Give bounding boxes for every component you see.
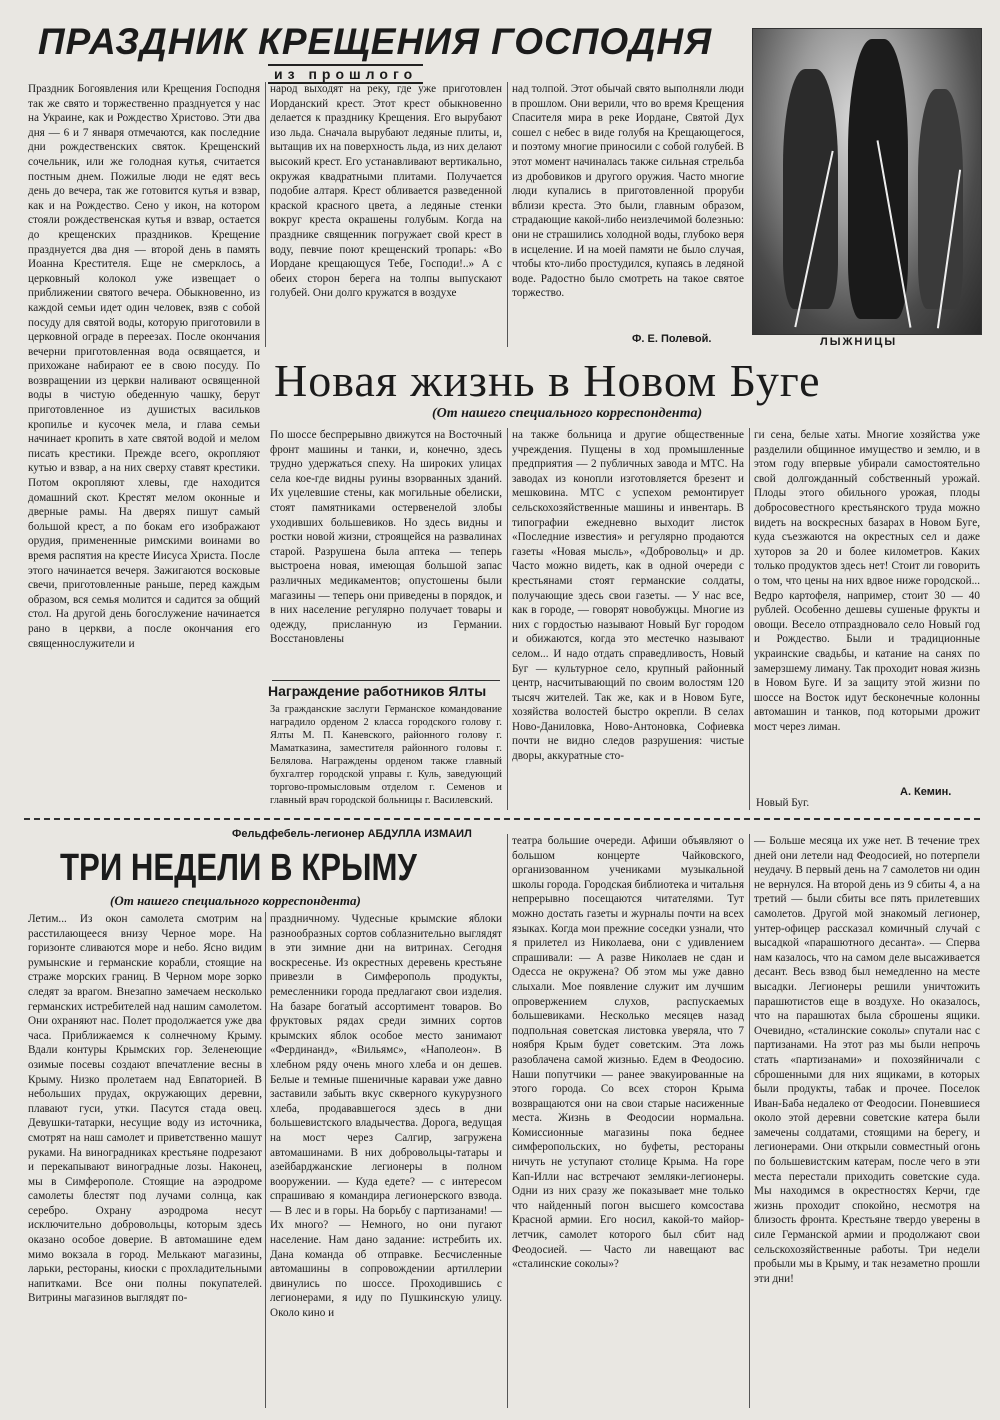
novy-bug-subtitle: (От нашего специального корреспондента) <box>432 406 703 421</box>
novy-bug-dateline: Новый Буг. <box>756 797 810 809</box>
crimea-col-1: Летим... Из окон самолета смотрим на расстилающееся внизу Черное море. На горизонте сливаются море и небо. Ясно видим румынские и германские корабли, стоящие на страже морских границ. В Черном море зорко следят за врагом. Внезапно замечаем несколько германских истребителей над нашим самолетом. Они охраняют нас. Полет продолжается уже два часа. Приближаемся к солнечному Крыму. Вдали контуры Крымских гор. Зеленеющие озимые посевы создают впечатление весны в Крыму. Низко пролетаем над Евпаторией. В небольших прудах, окружающих деревни, плавают гуси, утки. Пасутся стада овец. Девушки-татарки, несущие воду из источника, смотрят на наш самолет и приветственно машут руками. На виноградниках крестьяне подрезают и перекапывают виноградные лозы. Наконец, мы в Симферополе. Стоящие на аэродроме самолеты блестят под лучами солнца, как серебро. Охрану аэродрома несут исключительно добровольцы, которым здесь оказано особое доверие. В автомашине едем мимо вокзала в город. Мелькают магазины, ларьки, рестораны, киоски с прохладительными напитками. Все они полны покупателей. Витрины магазинов выглядят по- <box>28 913 262 1305</box>
column-divider <box>507 82 508 347</box>
crimea-col-3: театра большие очереди. Афиши объявляют о большом концерте Чайковского, организованном учениками музыкальной школы города. Городская библиотека и читальня непрерывно посещаются читателями. Тут можно достать газеты и журналы почти на всех языках. Когда мои прежние соседки узнали, что я прилетел из Николаева, они с удивлением спрашивали: — А разве Николаев не сдан и Одесса не окружена? Об этом мы уже давно слыхали. Мое появление служит им лучшим опровержением слухов, распускаемых большевиками. Несколько месяцев назад подпольная советская листовка уверяла, что 7 ноября Крым будет советским. Эта ложь разоблачена самой жизнью. Едем в Феодосию. Наши попутчики — ранее эвакуированные на этого города. Со всех сторон Крыма возвращаются они на свои старые насиженные места. Жизнь в Феодосии нормальна. Комиссионные магазины пока беднее симферопольских, но буфеты, рестораны ничуть не уступают столице Крыма. На горе Кап-Илли нас встречают земляки-легионеры. Одни из них сразу же показывает мне только что найденный погон высшего комсостава Красной армии. Его носил, какой-то майор-летчик, самолет которого был сбит над Феодосией. — Часто ли навещают вас «сталинские соколы»? <box>512 835 744 1271</box>
novy-bug-author: А. Кемин. <box>900 786 952 798</box>
photo-caption: ЛЫЖНИЦЫ <box>820 336 898 348</box>
novy-bug-col-1: По шоссе беспрерывно движутся на Восточный фронт машины и танки, и, конечно, здесь трудно удержаться спеху. На широких улицах села кое-где видны руины взорванных зданий. Их уцелевшие стены, как могильные обелиски, стоят памятниками остервенелой злобы уходивших большевиков. Но здесь видны и ростки новой жизни, строящейся на развалинах старой. Разрушена была аптека — теперь выстроена новая, имеющая большой запас различных медикаментов; опустошены были магазины — теперь они приведены в порядок, и в них население регулярно получает товары и одежду, присланную из Германии. Восстановлены <box>270 429 502 646</box>
column-divider <box>265 82 266 347</box>
column-divider <box>507 428 508 810</box>
column-divider <box>265 912 266 1408</box>
epiphany-col-2: народ выходят на реку, где уже приготовлен Иорданский крест. Этот крест обыкновенно делается к празднику Крещения. Его вырубают изо льда. Сначала вырубают ледяные плиты, и, вытащив их на поверхность льда, из них делают высокий крест. Его устанавливают вертикально, окружая квадратными плитами. Получается подобие алтаря. Крест обливается разведенной краской красного цвета, а ледяные стенки вокруг креста окрашены голубым. Когда на празднике священник погружает свой крест в воду, певчие поют крещенский тропарь: «Во Иордане крещающуся Тебе, Господи!..» А с обеих сторон берега на толпы выпускают голубей. Они долго кружатся в воздухе <box>270 83 502 300</box>
crimea-subtitle: (От нашего специального корреспондента) <box>110 893 361 908</box>
column-divider <box>507 834 508 1408</box>
article-title-novy-bug: Новая жизнь в Новом Буге <box>274 355 821 406</box>
section-divider <box>24 818 980 820</box>
epiphany-col-3: над толпой. Этот обычай свято выполняли люди в прошлом. Они верили, что во время Крещения Спасителя мира в реке Иордане, Святой Дух сошел с небес в виде голубя на Крещающегося, и поэтому многие приносили с собой голубей. В этот момент начиналась также сильная стрельба из дробовиков и другого оружия. Часто многие люди купались в приготовленной проруби вблизи креста. Это были, главным образом, страдающие какой-либо неизлечимой болезнью: они не страшились холодной воды, глубоко веря в исцеление. И на моей памяти не было случая, чтобы кто-либо простудился, купаясь в ледяной воде. Радостно было смотреть на такое святое торжество. <box>512 83 744 300</box>
award-rule <box>272 680 500 681</box>
epiphany-author: Ф. Е. Полевой. <box>632 333 712 345</box>
article-title-epiphany: ПРАЗДНИК КРЕЩЕНИЯ ГОСПОДНЯ <box>38 21 713 62</box>
crimea-col-2: праздничному. Чудесные крымские яблоки разнообразных сортов соблазнительно выглядят в эти зимние дни на витринах. Сегодня воскресенье. Из окрестных деревень крестьяне привезли в Симферополь продукты, ремесленники города предлагают свои изделия. На базаре богатый ассортимент товаров. Во фруктовых рядах среди зимних сортов крымских яблок особое место занимают «Фердинанд», «Вильямс», «Наполеон». В хлебном ряду очень много хлеба и он дешев. Белые и темные пшеничные караваи уже давно заставили забыть вкус скверного кукурузного хлеба, продававшегося здесь в дни большевистского владычества. Дорога, ведущая на мост через Салгир, загружена автомашинами. В них добровольцы-татары и азейбарджанские легионеры в полном вооружении. — Куда едете? — с интересом спрашиваю я командира легионерского взвода. — В лес и в горы. На борьбу с партизанами! — Их много? — Немного, но они пугают население. Нам дано задание: истребить их. Дана команда об отправке. Бесчисленные автомашины в сопровождении артиллерии двинулись по шоссе. Проходившись с легионерами, я иду по Пушкинскую улицу. Около кино и <box>270 913 502 1320</box>
article-kicker: из прошлого <box>268 64 423 84</box>
novy-bug-col-2: на также больница и другие общественные учреждения. Пущены в ход промышленные предприятия — 2 публичных завода и МТС. На заводах из конопли изготовляется брезент и мешковина. МТС с успехом ремонтирует сельскохозяйственные машины и инвентарь. В типографии ежедневно выходит листок «Последние известия» и регулярно продаются газеты «Новая мысль», «Добровольц» и др. Часто можно видеть, как в одной очереди с крестьянами стоят германские солдаты, получающие здесь свои газеты. — У нас все, как в городе, — говорят новобужцы. Многие из них с гордостью называют Новый Буг городом и обижаются, когда это местечко называют селом... И надо отдать справедливость, Новый Буг — культурное село, крупный районный центр, насчитывающий по своим волостям 120 тысяч жителей. Так же, как и в Новом Буге, хозяйства волостей быстро окрепли. В селах Ново-Даниловка, Ново-Антоновка, Софиевка почти не видно следов разрушения: чистые дворы, аккуратные сто- <box>512 429 744 763</box>
epiphany-col-1: Праздник Богоявления или Крещения Господня так же свято и торжественно празднуется у нас на Украине, как и Рождество Христово. Эти два дня — 6 и 7 января отмечаются, как последние дни рождественских святок. Крещенский сочельник, или же голодная кутья, считается постным днем. Пожилые люди не едят весь день до вечера, так же готовится кутья и взвар, как и на Рождество. Сено у икон, на котором стояли рождественская кутья и взвар, остается до крещенских праздников. Крещение празднуется два дня — второй день в память Иоанна Крестителя. Еще не смерклось, а церковный колокол уже извещает о приближении святого вечера. Обыкновенно, из каждой семьи идет один человек, взяв с собой посуду для святой воды, которую приготовили в церковной ограде в переезах. После окончания вечерни приготовленная вода освящается, и прихожане набирают ее в свою посуду. По возвращении из церкви наливают освященной воды в чистую обеденную чашку, берут приготовленное из душистых васильков кропилье и кусочек мела, и глава семьи начинает кропить в хате святой водой и мелом писать крестики. Прежде всего, окропляют кутью и взвар, а на них сверху ставят крестики. Потом окропляют хлевы, где находится домашний скот. Крестят мелом оконные и дверные рамы. На дверях пишут самый большой крест, а по бокам его изображают орудия, примененные римскими воинами во время распятия на кресте Иисуса Христа. После этого начинается вечеря. Зажигаются восковые свечи, приготовленные раньше, перед каждым образом, вся семья молится и садится за общий стол. На другой день богослужение начинается рано в церкви, а после окончания его священнослужители и <box>28 83 260 650</box>
award-title: Награждение работников Ялты <box>268 683 487 699</box>
novy-bug-col-3: ги сена, белые хаты. Многие хозяйства уже разделили общинное имущество и землю, и в этом году впервые убирали самостоятельно свой долгожданный собственный урожай. Плоды этого обильного урожая, плоды добросовестного крестьянского труда можно видеть на воскресных базарах в Новом Буге, куда съезжаются на окрестных сел и даже хуторов за 20 и более километров. Каких только продуктов здесь нет! Стоит ли говорить о том, что цены на них вдвое ниже городской... Ведро картофеля, например, стоит 30 — 40 рублей. Особенно дешевы сушеные фрукты и овощи. Весело отпраздновало село Новый год и Рождество. Были и традиционные украинские свадьбы, и катание на санях по замерзшему лиману. Так проходит новая жизнь в Новом Буге. И за защиту этой жизни по шоссе на Восток идут бесконечные колонны автомашин и танков, под которыми дрожит мост через лиман. <box>754 429 980 733</box>
crimea-col-4: — Больше месяца их уже нет. В течение трех дней они летели над Феодосией, но потерпели неудачу. В первый день на 7 самолетов ни один не вернулся. На второй день из 9 сбиты 4, а на третий — были сбиты все пять прилетевших самолетов. Другой мой знакомый легионер, унтер-офицер рассказал комичный случай с высадкой «парашютного десанта». — Сперва нам казалось, что на самом деле высаживается десант. Весь взвод был немедленно на месте высадки. Легионеры решили уничтожить парашютистов еще в воздухе. Но оказалось, что на парашютах была сброшены ящики. Очевидно, «сталинские соколы» спутали нас с партизанами. На этот раз мы были непрочь стать «партизанами» и похозяйничали с сброшенными для них ящиками, в которых были продукты, табак и прочее. Поселок Иван-Баба недалеко от Феодосии. Поневшиеся около этой деревни советские катера были замечены солдатами, стоящими на берегу, и легионерами. Они открыли совместный огонь по большевистским катерам, после чего в эти места перестали приходить советские суда. Мы находимся в окрестностях Керчи, где жизнь проходит спокойно, несмотря на близость фронта. Крестьяне твердо уверены в силе Германской армии и продолжают свои сельскохозяйственные работы. Три недели пробыли мы в Крыму, и так незаметно прошли эти дни! <box>754 835 980 1285</box>
award-text: За гражданские заслуги Германское командование наградило орденом 2 класса городского голову г. Ялты М. П. Каневского, районного голову г. Маматказина, заместителя районного головы г. Белялова. Награждены орденом также главный бухгалтер городской управы г. Куль, заведующий торгово-промысловым отделом г. Семенов и главный врач городской больницы г. Василевский. <box>270 704 502 806</box>
crimea-byline: Фельдфебель-легионер АБДУЛЛА ИЗМАИЛ <box>232 828 472 840</box>
photo-skiers <box>752 28 982 335</box>
column-divider <box>749 834 750 1408</box>
article-title-crimea: ТРИ НЕДЕЛИ В КРЫМУ <box>60 847 417 889</box>
column-divider <box>749 428 750 810</box>
